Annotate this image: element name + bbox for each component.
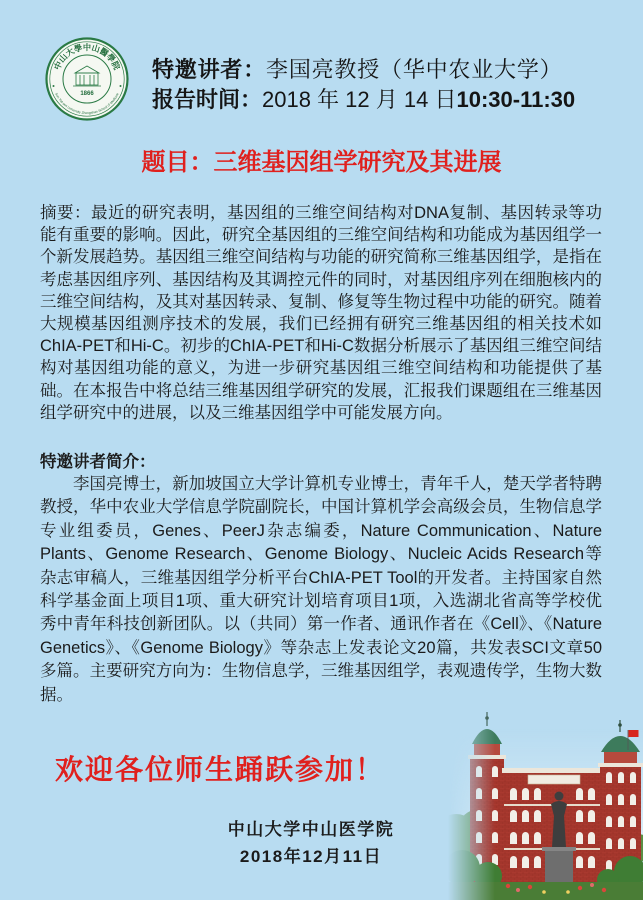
window [492,810,498,821]
time-date: 2018 年 12 月 14 日 [262,87,457,112]
welcome-message: 欢迎各位师生踊跃参加！ [55,754,386,785]
organizer: 中山大学中山医学院 [227,820,395,839]
campus-building-photo [448,708,643,900]
window [492,788,498,799]
window [588,788,595,800]
window [510,832,517,844]
hall-signboard [528,775,580,784]
talk-title: 题目：三维基因组学研究及其进展 [141,149,502,176]
window [534,856,541,868]
window [510,810,517,822]
flower-bed [448,882,643,900]
window [588,856,595,868]
issue-date: 2018年12月11日 [239,847,383,866]
time-range: 10:30-11:30 [456,87,576,112]
time-label: 报告时间： [152,87,263,112]
window [522,810,529,822]
window [606,772,612,783]
window [534,832,541,844]
window [576,788,583,800]
speaker-line [152,57,562,83]
window [476,788,482,799]
window [588,810,595,822]
seal-year: 1866 [80,91,94,97]
window [576,810,583,822]
time-line [152,87,575,113]
abstract-paragraph [40,202,602,424]
abstract-text: 最近的研究表明，基因组的三维空间结构对DNA复制、基因转录等功能有重要的影响。因此，研究全基因组的三维空间结构和功能成为基因组学一个新发展趋势。基因组三维空间结构与功能的研究简称三维基因组学，是指在考虑基因组序列、基因结构及其调控元件的同时，对基因组序列在细胞核内的三维空间结构，及其对基因转录、复制、修复等生物过程中功能的研究。随着大规模基因组测序技术的发展，我们已经拥有研究三维基因组的相关技术如ChIA-PET和Hi-C。初步的ChIA-PET和Hi-C数据分析展示了基因组三维空间结构对基因组功能的意义，为进一步研究基因组三维空间结构和功能提供了基础。在本报告中将总结三维基因组学研究的发展，汇报我们课题组在三维基因组学研究中的进展，以及三维基因组学中可能发展方向。 [40,204,602,422]
window [630,794,636,805]
window [618,838,624,849]
window [588,832,595,844]
building-scene [448,712,643,900]
speaker-label: 特邀讲者： [152,57,267,82]
window [630,772,636,783]
window [534,788,541,800]
seal-dot [120,85,122,87]
window [618,816,624,827]
seal-dot [53,85,55,87]
window [492,832,498,843]
speaker-intro-heading: 特邀讲者简介： [40,453,156,471]
window [476,832,482,843]
window [522,832,529,844]
window [492,766,498,777]
window [522,856,529,868]
window [618,794,624,805]
window [630,838,636,849]
window [522,788,529,800]
window [618,772,624,783]
window [534,810,541,822]
window [606,838,612,849]
window [476,810,482,821]
window [510,856,517,868]
window [630,816,636,827]
window [606,816,612,827]
seal-text-top: 中山大學中山醫學院 [52,43,122,72]
window [606,794,612,805]
speaker-name: 李国亮教授（华中农业大学） [266,57,563,82]
seal-text-bottom: Sun Yat-sen University Zhongshan School of Medicine [54,92,120,116]
window [576,856,583,868]
window [576,832,583,844]
abstract-label: 摘要： [40,204,92,222]
window [510,788,517,800]
speaker-intro-text: 李国亮博士，新加坡国立大学计算机专业博士，青年千人，楚天学者特聘教授，华中农业大学信息学院副院长，中国计算机学会高级会员，生物信息学专业组委员，Genes、PeerJ杂志编委，Nature Communication、Nature Plants、Genome Research、Genome Biology、Nucleic Acids Research等杂志审稿人，三维基因组学分析平台ChIA-PET Tool的开发者。主持国家自然科学基金面上项目1项、重大研究计划培育项目1项，入选湖北省高等学校优秀中青年科技创新团队。以（共同）第一作者、通讯作者在《Cell》、《Nature Genetics》、《Genome Biology》等杂志上发表论文20篇，共发表SCI文章50多篇。主要研究方向为：生物信息学，三维基因组学，表观遗传学，生物大数据。 [40,475,602,704]
window [476,766,482,777]
university-seal-icon [45,37,129,121]
